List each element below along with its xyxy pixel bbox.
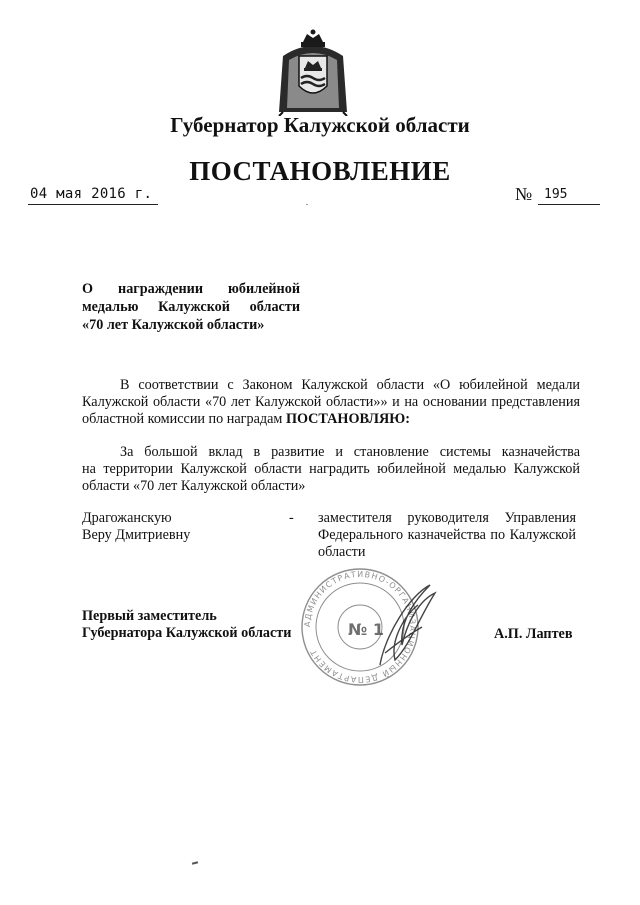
signatory-name: А.П. Лаптев (494, 626, 573, 642)
subject-line: медалью Калужской области (82, 299, 300, 315)
scan-mark (192, 861, 198, 864)
scan-speck (306, 204, 308, 205)
preamble-paragraph (82, 377, 580, 428)
recipient-position (318, 510, 576, 561)
preamble-line: В соответствии с Законом Калужской области «О юбилейной медали (120, 377, 580, 393)
seal-ring-text: АДМИНИСТРАТИВНО-ОРГАНИЗАЦИОННЫЙ ДЕПАРТАМЕНТ (302, 569, 418, 685)
subject-line: О награждении юбилейной (82, 281, 300, 297)
decree-line: За большой вклад в развитие и становление системы казначейства (120, 444, 580, 460)
official-seal-stamp (290, 565, 440, 690)
recipient-dash: - (289, 510, 294, 526)
subject-line: «70 лет Калужской области» (82, 317, 265, 333)
signatory-title (82, 608, 312, 642)
recipient-name-line: Веру Дмитриевну (82, 527, 191, 543)
number-label: № (515, 184, 533, 204)
document-number: 195 (544, 187, 568, 202)
recipient-position-line: области (318, 544, 366, 560)
resolve-word: ПОСТАНОВЛЯЮ: (285, 411, 410, 427)
decree-line: на территории Калужской области наградить юбилейной медалью Калужской (82, 461, 580, 477)
preamble-line: Калужской области «70 лет Калужской области»» и на основании представления (82, 394, 580, 410)
decree-line: области «70 лет Калужской области» (82, 478, 306, 494)
seal-center-number: № 1 (348, 620, 384, 639)
document-subject (82, 280, 300, 334)
preamble-line-last (82, 411, 580, 428)
recipient-name-line: Драгожанскую (82, 510, 172, 526)
number-underline (538, 204, 600, 205)
recipient-position-line: заместителя руководителя Управления (318, 510, 576, 526)
coat-of-arms-emblem (277, 28, 349, 116)
recipient-name (82, 510, 262, 544)
signatory-title-line: Первый заместитель (82, 608, 217, 624)
signatory-title-line: Губернатора Калужской области (82, 625, 292, 641)
document-date: 04 мая 2016 г. (30, 186, 153, 202)
date-underline (28, 204, 158, 205)
decree-paragraph (82, 444, 580, 495)
document-type-title: ПОСТАНОВЛЕНИЕ (189, 156, 451, 186)
issuing-authority: Губернатор Калужской области (170, 113, 470, 137)
recipient-position-line: Федерального казначейства по Калужской (318, 527, 576, 543)
preamble-line: областной комиссии по наградам (82, 411, 286, 427)
